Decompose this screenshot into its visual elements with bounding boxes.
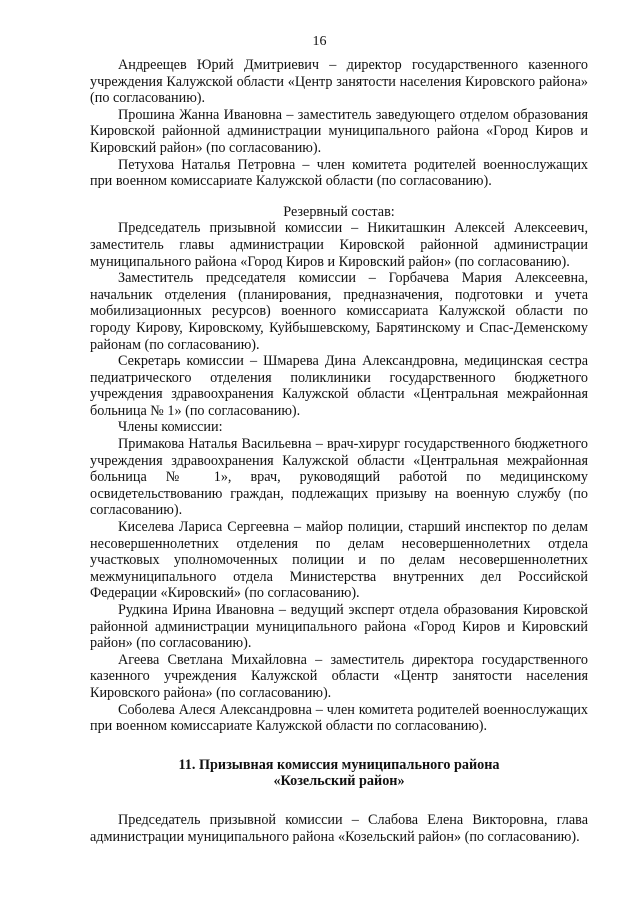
paragraph-soboleva: Соболева Алеся Александровна – член комитета родителей военнослужащих при военном комиссариате Калужской области по согласованию). (90, 701, 588, 735)
spacer (90, 735, 588, 749)
spacer (90, 190, 588, 204)
paragraph-deputy-chairman: Заместитель председателя комиссии – Горбачева Мария Алексеевна, начальник отделения (планирования, предназначения, подготовки и учета мобилизационных ресурсов) военного комиссариата Калужской области по городу Кирову, Кировскому, Куйбышевскому, Барятинскому и Спас-Деменскому районам (по согласованию). (90, 270, 588, 353)
section-heading-line2: «Козельский район» (273, 773, 405, 790)
spacer (90, 749, 588, 757)
section-heading-line1: 11. Призывная комиссия муниципального района (178, 756, 500, 773)
spacer (90, 804, 588, 812)
paragraph-slabova: Председатель призывной комиссии – Слабова Елена Викторовна, глава администрации муниципального района «Козельский район» (по согласованию). (90, 811, 588, 845)
paragraph-chairman-reserve: Председатель призывной комиссии – Никиташкин Алексей Алексеевич, заместитель главы администрации Кировской районной администрации муниципального района «Город Киров и Кировский район» (по согласованию). (90, 220, 588, 270)
reserve-section-title: Резервный состав: (283, 203, 395, 220)
paragraph-proshina: Прошина Жанна Ивановна – заместитель заведующего отделом образования Кировской районной администрации муниципального района «Город Киров и Кировский район» (по согласованию). (90, 106, 588, 156)
document-body (90, 57, 588, 845)
paragraph-rudkina: Рудкина Ирина Ивановна – ведущий эксперт отдела образования Кировской районной администрации муниципального района «Город Киров и Кировский район» (по согласованию). (90, 602, 588, 652)
paragraph-secretary: Секретарь комиссии – Шмарева Дина Александровна, медицинская сестра педиатрического отделения поликлиники государственного бюджетного учреждения здравоохранения Калужской области «Центральная межрайонная больница № 1» (по согласованию). (90, 353, 588, 419)
paragraph-kiseleva: Киселева Лариса Сергеевна – майор полиции, старший инспектор по делам несовершеннолетних отделения по делам несовершеннолетних отдела участковых уполномоченных полиции и по делам несовершеннолетних межмуниципального отдела Министерства внутренних дел Российской Федерации «Кировский» (по согласованию). (90, 519, 588, 602)
spacer (90, 790, 588, 804)
paragraph-primakova: Примакова Наталья Васильевна – врач-хирург государственного бюджетного учреждения здравоохранения Калужской области «Центральная межрайонная больница № 1», врач, руководящий работой по медицинскому освидетельствованию граждан, подлежащих призыву на военную службу (по согласованию). (90, 436, 588, 519)
page-number: 16 (312, 34, 327, 49)
paragraph-andreeshchev: Андреещев Юрий Дмитриевич – директор государственного казенного учреждения Калужской области «Центр занятости населения Кировского района» (по согласованию). (90, 57, 588, 107)
members-title: Члены комиссии: (118, 419, 223, 436)
paragraph-petukhova: Петухова Наталья Петровна – член комитета родителей военнослужащих при военном комиссариате Калужской области (по согласованию). (90, 156, 588, 190)
paragraph-ageeva: Агеева Светлана Михайловна – заместитель директора государственного казенного учреждения Калужской области «Центр занятости населения Кировского района» (по согласованию). (90, 651, 588, 701)
